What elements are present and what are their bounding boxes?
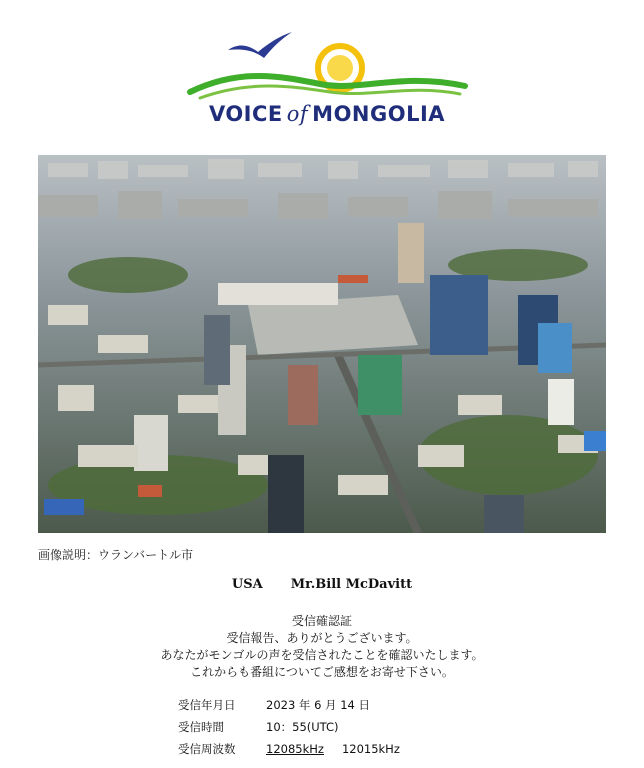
voice-of-mongolia-logo — [180, 28, 470, 130]
recipient-name: Mr.Bill McDavitt — [290, 577, 413, 592]
date-label: 受信年月日 — [178, 698, 236, 712]
message-title: 受信確認証 — [291, 614, 352, 628]
message-line-3: これからも番組についてご感想をお寄せ下さい。 — [190, 665, 454, 679]
bird-icon — [228, 32, 292, 58]
city-aerial-photo — [38, 155, 606, 533]
message-line-1: 受信報告、ありがとうございます。 — [226, 631, 418, 645]
detail-row-time — [178, 716, 400, 738]
frequency-value-1: 12085kHz — [266, 742, 324, 756]
image-caption: 画像説明：ウランバートル市 — [38, 548, 194, 562]
time-label: 受信時間 — [178, 720, 224, 734]
logo-word-voice: VOICE — [208, 102, 283, 126]
detail-row-frequency — [178, 738, 400, 760]
logo-text — [192, 102, 462, 126]
frequency-values — [266, 742, 400, 756]
message-line-2: あなたがモンゴルの声を受信されたことを確認いたします。 — [160, 648, 484, 662]
frequency-value-2: 12015kHz — [341, 742, 400, 756]
recipient-line — [0, 577, 644, 592]
frequency-label: 受信周波数 — [178, 742, 236, 756]
detail-row-date — [178, 694, 400, 716]
recipient-country: USA — [231, 577, 263, 592]
logo-word-of: of — [286, 102, 309, 126]
reception-details — [178, 694, 400, 760]
city-photo-illustration — [38, 155, 606, 533]
date-value: 2023 年 6 月 14 日 — [266, 698, 370, 712]
logo-graphic — [180, 28, 470, 108]
time-value: 10：55(UTC) — [266, 720, 339, 734]
logo-word-mongolia: MONGOLIA — [312, 102, 446, 126]
confirmation-message — [0, 613, 644, 681]
